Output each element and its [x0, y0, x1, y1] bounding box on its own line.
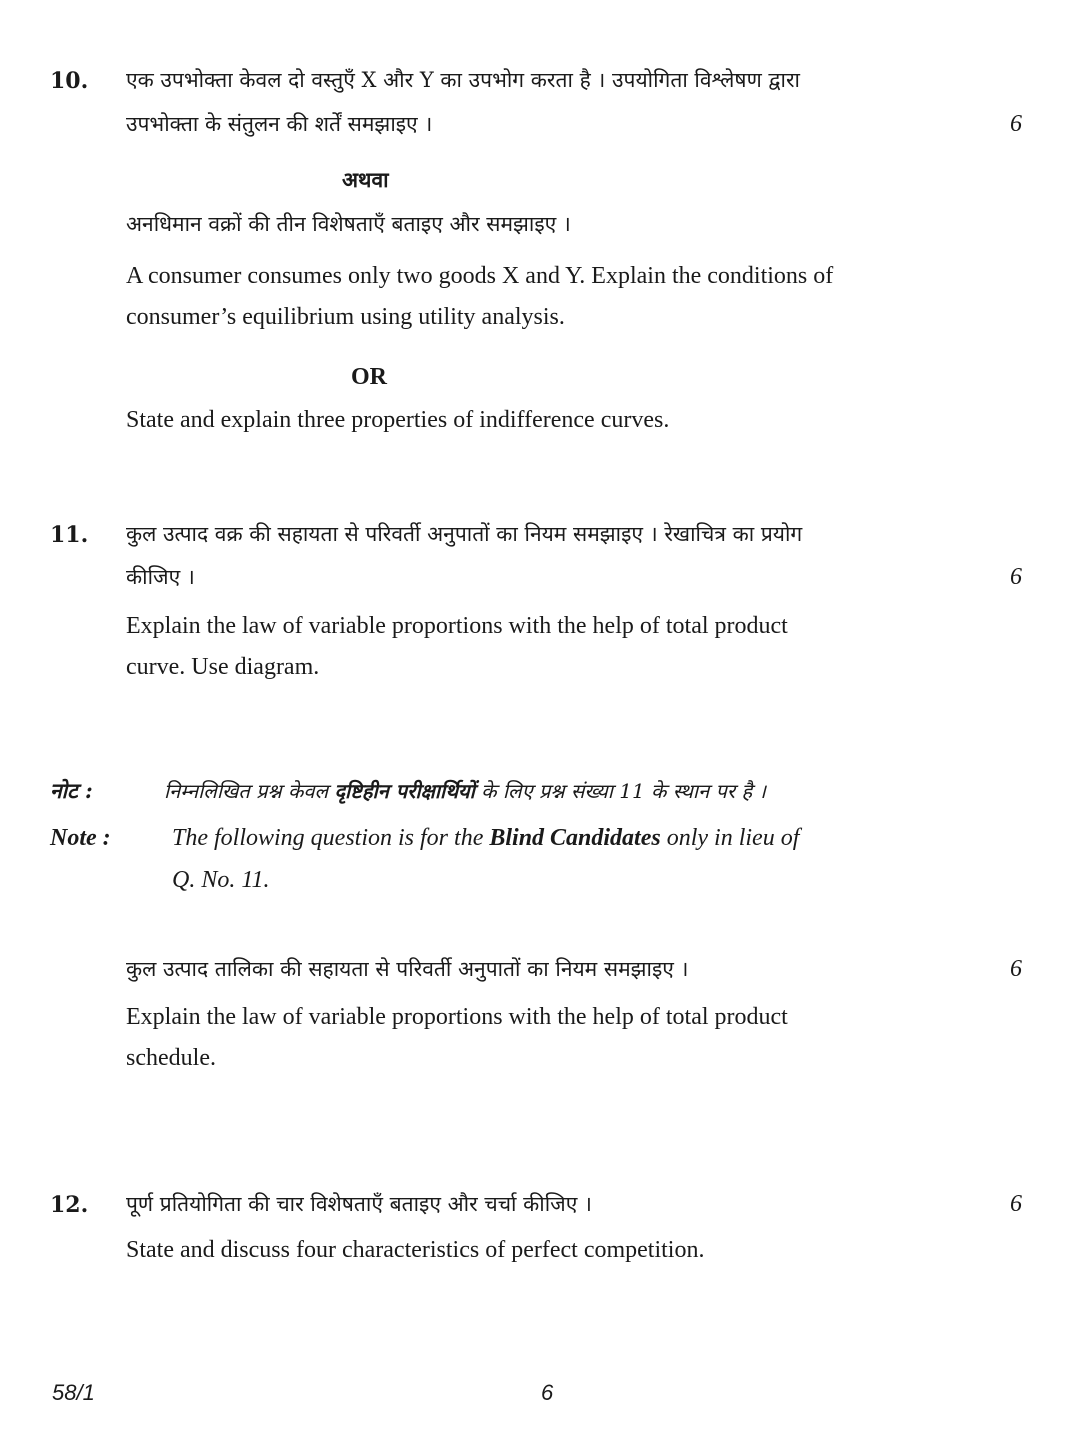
note-hindi-bold: दृष्टिहीन परीक्षार्थियों — [334, 779, 475, 803]
question-12-english: State and discuss four characteristics of perfect competition. — [126, 1237, 705, 1263]
note-english-line1 — [172, 825, 799, 852]
question-12-marks: 6 — [1010, 1191, 1022, 1217]
question-10-hindi-line2: उपभोक्ता के संतुलन की शर्तें समझाइए । — [126, 112, 433, 136]
question-10-english-line2: consumer’s equilibrium using utility analysis. — [126, 304, 565, 330]
note-label-hindi: नोट : — [50, 778, 93, 803]
note-hindi-post: के लिए प्रश्न संख्या 11 के स्थान पर है । — [474, 779, 767, 803]
note-english-line2: Q. No. 11. — [172, 867, 270, 893]
question-10-marks: 6 — [1010, 111, 1022, 137]
question-10-or-english: OR — [351, 364, 387, 390]
question-10-hindi-line1: एक उपभोक्ता केवल दो वस्तुएँ X और Y का उपभोग करता है । उपयोगिता विश्लेषण द्वारा — [126, 68, 800, 92]
note-english-pre: The following question is for the — [172, 825, 490, 851]
question-10-alt-hindi: अनधिमान वक्रों की तीन विशेषताएँ बताइए और समझाइए । — [126, 212, 571, 236]
blind-question-marks: 6 — [1010, 956, 1022, 982]
question-11-english-line2: curve. Use diagram. — [126, 654, 320, 680]
question-11-english-line1: Explain the law of variable proportions with the help of total product — [126, 613, 788, 639]
question-11-marks: 6 — [1010, 564, 1022, 590]
question-11-hindi-line1: कुल उत्पाद वक्र की सहायता से परिवर्ती अनुपातों का नियम समझाइए । रेखाचित्र का प्रयोग — [126, 522, 803, 546]
note-label-english: Note : — [50, 825, 111, 851]
note-english-bold: Blind Candidates — [489, 825, 661, 851]
question-10-alt-english: State and explain three properties of indifference curves. — [126, 407, 670, 433]
note-english-post: only in lieu of — [660, 825, 800, 851]
blind-question-hindi: कुल उत्पाद तालिका की सहायता से परिवर्ती अनुपातों का नियम समझाइए । — [126, 957, 689, 981]
blind-question-english-line2: schedule. — [126, 1045, 216, 1071]
blind-question-english-line1: Explain the law of variable proportions with the help of total product — [126, 1004, 788, 1030]
question-12-number: 12. — [50, 1192, 89, 1218]
question-12-hindi: पूर्ण प्रतियोगिता की चार विशेषताएँ बताइए और चर्चा कीजिए । — [126, 1192, 592, 1216]
note-hindi-pre: निम्नलिखित प्रश्न केवल — [164, 779, 335, 803]
note-hindi-text — [164, 777, 766, 804]
question-11-hindi-line2: कीजिए । — [126, 565, 195, 589]
paper-code: 58/1 — [52, 1380, 95, 1405]
page-number: 6 — [541, 1380, 554, 1405]
question-10-english-line1: A consumer consumes only two goods X and Y. Explain the conditions of — [126, 263, 834, 289]
question-10-or-hindi: अथवा — [342, 167, 389, 192]
question-10-number: 10. — [50, 68, 89, 94]
question-11-number: 11. — [50, 522, 89, 548]
